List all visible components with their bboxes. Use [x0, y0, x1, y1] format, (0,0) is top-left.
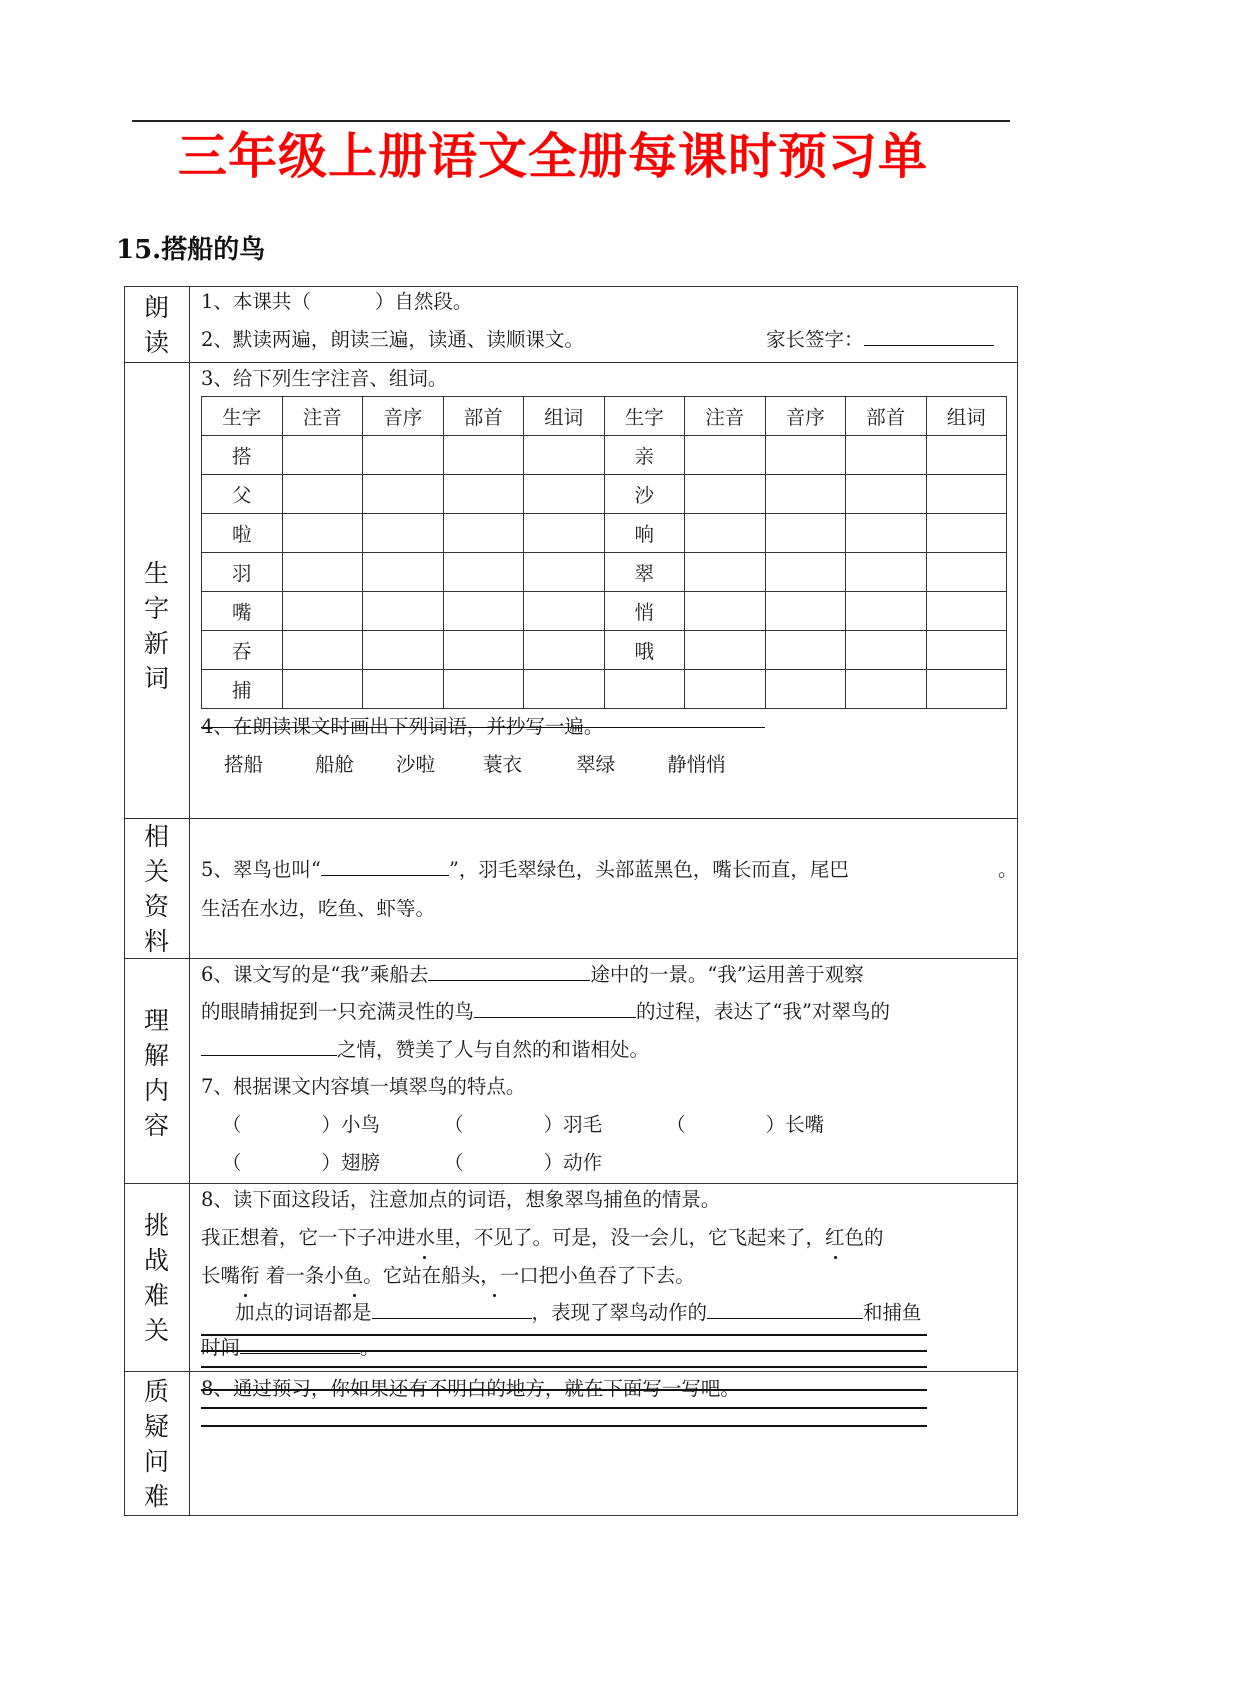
character-cell: 羽: [202, 553, 283, 592]
answer-cell[interactable]: [765, 514, 846, 553]
vocab-list: [224, 752, 726, 778]
writing-line[interactable]: [201, 1425, 927, 1427]
section-label-reading: [124, 288, 189, 362]
answer-time-label: 时间: [201, 1336, 241, 1359]
column-header: 部首: [443, 397, 524, 436]
paren: ）: [321, 1151, 342, 1174]
label-char: 内: [143, 1075, 169, 1105]
vocab-word: 翠绿: [576, 753, 616, 776]
q6-part-d: 的过程，表达了“我”对翠鸟的: [636, 1000, 890, 1023]
emphasis-dot: [423, 1256, 426, 1259]
character-cell[interactable]: [604, 670, 685, 709]
answer-cell[interactable]: [765, 670, 846, 709]
column-header: 组词: [524, 397, 605, 436]
q6-part-a: 6、课文写的是“我”乘船去: [201, 963, 429, 986]
answer-cell[interactable]: [765, 436, 846, 475]
row-divider: [124, 818, 1018, 819]
question-6-line2: [201, 999, 890, 1025]
character-cell: 吞: [202, 631, 283, 670]
answer-prefix: 加点的词语都是: [235, 1301, 372, 1324]
label-char: 解: [143, 1040, 169, 1070]
vocab-word: 沙啦: [396, 753, 436, 776]
q6-part-b: 途中的一景。“我”运用善于观察: [590, 963, 864, 986]
paren: （: [444, 1113, 464, 1136]
section-label-challenge: [124, 1205, 189, 1350]
answer-cell[interactable]: [443, 631, 524, 670]
vocab-word: 蓑衣: [483, 753, 523, 776]
label-char: 难: [143, 1280, 169, 1310]
label-char: 读: [143, 328, 169, 357]
column-header: 注音: [685, 397, 766, 436]
answer-cell[interactable]: [846, 631, 927, 670]
answer-cell[interactable]: [282, 553, 363, 592]
answer-middle: ，表现了翠鸟动作的: [531, 1301, 708, 1324]
section-label-understanding: [124, 1000, 189, 1145]
table-row: [202, 592, 1007, 631]
answer-cell[interactable]: [524, 631, 605, 670]
answer-end: 。: [360, 1336, 380, 1359]
q6-part-c: 的眼睛捕捉到一只充满灵性的鸟: [201, 1000, 475, 1023]
feature-word: 羽毛: [563, 1113, 603, 1136]
question-4: 4、在朗读课文时画出下列词语，并抄写一遍。: [201, 715, 604, 738]
answer-cell[interactable]: [926, 592, 1007, 631]
q5-end: 。: [998, 858, 1018, 881]
answer-cell[interactable]: [282, 514, 363, 553]
answer-cell[interactable]: [282, 475, 363, 514]
row-divider: [124, 362, 1018, 363]
label-char: 生: [143, 559, 169, 588]
character-table: [201, 396, 1007, 709]
label-char: 质: [143, 1377, 169, 1406]
answer-cell[interactable]: [443, 592, 524, 631]
question-5: [201, 857, 849, 883]
answer-cell[interactable]: [363, 475, 444, 514]
action-blank[interactable]: [707, 1300, 863, 1319]
section-label-questions: [124, 1372, 189, 1516]
signature-label: 家长签字：: [766, 328, 864, 351]
question-1: [201, 289, 472, 315]
answer-cell[interactable]: [685, 436, 766, 475]
row-divider: [124, 1183, 1018, 1184]
emphasis-dot: [834, 1256, 837, 1259]
answer-cell[interactable]: [443, 670, 524, 709]
column-header: 组词: [926, 397, 1007, 436]
destination-blank[interactable]: [428, 962, 590, 981]
answer-line-2: [201, 1335, 380, 1361]
row-divider: [124, 958, 1018, 959]
features-row-2: [222, 1150, 602, 1176]
label-char: 料: [143, 927, 169, 956]
emphasis-dot: [244, 1294, 247, 1297]
answer-cell[interactable]: [524, 514, 605, 553]
column-header: 音序: [765, 397, 846, 436]
signature-blank[interactable]: [864, 327, 994, 346]
table-header-row: [202, 397, 1007, 436]
feature-word: 长嘴: [785, 1113, 825, 1136]
character-cell: 亲: [604, 436, 685, 475]
vocab-word: 静悄悄: [667, 753, 726, 776]
feature-word: 翅膀: [341, 1151, 381, 1174]
emphasis-dot: [493, 1294, 496, 1297]
table-row: [202, 670, 1007, 709]
question-9: 8、通过预习，你如果还有不明白的地方，就在下面写一写吧。: [201, 1377, 740, 1400]
writing-line: [201, 1366, 927, 1368]
answer-cell[interactable]: [524, 475, 605, 514]
process-blank[interactable]: [474, 999, 636, 1018]
label-char: 挑: [143, 1210, 169, 1240]
label-char: 难: [143, 1482, 169, 1511]
question-5-line2: 生活在水边，吃鱼、虾等。: [201, 897, 436, 920]
character-cell: 父: [202, 475, 283, 514]
label-char: 关: [143, 857, 169, 886]
table-row: [202, 475, 1007, 514]
label-char: 理: [143, 1005, 169, 1035]
answer-cell[interactable]: [524, 436, 605, 475]
column-header: 生字: [202, 397, 283, 436]
table-row: [202, 436, 1007, 475]
section-label-new-words: [124, 520, 189, 732]
answer-suffix: 和捕鱼: [863, 1301, 922, 1324]
answer-cell[interactable]: [363, 436, 444, 475]
column-header: 生字: [604, 397, 685, 436]
paren: （: [222, 1151, 242, 1174]
feature-word: 动作: [563, 1151, 603, 1174]
answer-cell[interactable]: [524, 592, 605, 631]
paren: ）: [543, 1113, 564, 1136]
page-title: 三年级上册语文全册每课时预习单: [178, 127, 929, 185]
paren: （: [444, 1151, 464, 1174]
label-char: 相: [143, 822, 169, 851]
features-row-1: [222, 1112, 824, 1138]
writing-line: [201, 1350, 927, 1352]
answer-cell[interactable]: [363, 592, 444, 631]
answer-cell[interactable]: [443, 436, 524, 475]
answer-cell[interactable]: [765, 631, 846, 670]
character-cell: 搭: [202, 436, 283, 475]
answer-cell[interactable]: [363, 553, 444, 592]
paren: （: [666, 1113, 686, 1136]
label-char: 词: [143, 664, 169, 693]
column-header: 音序: [363, 397, 444, 436]
answer-cell[interactable]: [846, 475, 927, 514]
writing-line[interactable]: [201, 1407, 927, 1409]
answer-cell[interactable]: [685, 475, 766, 514]
label-char: 新: [143, 629, 169, 658]
answer-cell[interactable]: [363, 631, 444, 670]
label-char: 关: [143, 1315, 169, 1345]
kingfisher-alias-blank[interactable]: [321, 857, 449, 876]
answer-cell[interactable]: [846, 553, 927, 592]
vocab-word: 搭船: [224, 753, 264, 776]
label-char: 资: [143, 892, 169, 921]
emphasis-dot: [353, 1294, 356, 1297]
answer-cell[interactable]: [524, 553, 605, 592]
character-cell: 捕: [202, 670, 283, 709]
character-cell: 响: [604, 514, 685, 553]
answer-cell[interactable]: [926, 670, 1007, 709]
answer-cell[interactable]: [926, 475, 1007, 514]
character-cell: 哦: [604, 631, 685, 670]
label-char: 容: [143, 1110, 169, 1140]
table-row: [202, 553, 1007, 592]
paren: ）: [765, 1113, 786, 1136]
character-cell: 啦: [202, 514, 283, 553]
paren: ）: [321, 1113, 342, 1136]
answer-cell[interactable]: [765, 592, 846, 631]
lesson-title: 15.搭船的鸟: [116, 235, 266, 265]
q5-prefix: 5、翠鸟也叫“: [201, 858, 321, 881]
label-column-divider: [189, 286, 190, 1516]
label-char: 问: [143, 1447, 169, 1476]
answer-cell[interactable]: [685, 670, 766, 709]
q1-prefix: 1、本课共（: [201, 290, 311, 313]
label-char: 朗: [143, 293, 169, 322]
answer-cell[interactable]: [926, 514, 1007, 553]
q6-part-e: 之情，赞美了人与自然的和谐相处。: [337, 1038, 650, 1061]
column-header: 注音: [282, 397, 363, 436]
passage-line-2: 长嘴衔 着一条小鱼。它站在船头，一口把小鱼吞了下去。: [201, 1264, 695, 1287]
section-label-related: [124, 820, 189, 958]
answer-cell[interactable]: [443, 514, 524, 553]
answer-cell[interactable]: [443, 475, 524, 514]
answer-cell[interactable]: [524, 670, 605, 709]
dotted-words-blank[interactable]: [372, 1300, 532, 1319]
answer-cell[interactable]: [282, 631, 363, 670]
question-6-line3: [201, 1037, 649, 1063]
answer-cell[interactable]: [282, 670, 363, 709]
character-cell: 沙: [604, 475, 685, 514]
vocab-word: 船舱: [315, 753, 355, 776]
feeling-blank[interactable]: [201, 1037, 337, 1056]
answer-cell[interactable]: [685, 592, 766, 631]
answer-cell[interactable]: [926, 631, 1007, 670]
answer-cell[interactable]: [363, 670, 444, 709]
answer-cell[interactable]: [685, 514, 766, 553]
answer-cell[interactable]: [443, 553, 524, 592]
label-char: 战: [143, 1245, 169, 1275]
answer-cell[interactable]: [846, 436, 927, 475]
answer-cell[interactable]: [926, 436, 1007, 475]
q1-suffix: ）自然段。: [374, 290, 473, 313]
answer-cell[interactable]: [765, 475, 846, 514]
paren: （: [222, 1113, 242, 1136]
answer-cell[interactable]: [363, 514, 444, 553]
writing-line[interactable]: [201, 1389, 927, 1391]
question-6-line1: [201, 962, 864, 988]
question-2: 2、默读两遍，朗读三遍，读通、读顺课文。: [201, 328, 584, 351]
table-row: [202, 514, 1007, 553]
label-char: 字: [143, 594, 169, 623]
answer-cell[interactable]: [765, 553, 846, 592]
paren: ）: [543, 1151, 564, 1174]
answer-cell[interactable]: [685, 553, 766, 592]
answer-cell[interactable]: [282, 592, 363, 631]
column-header: 部首: [846, 397, 927, 436]
answer-cell[interactable]: [846, 514, 927, 553]
parent-signature: [766, 327, 994, 353]
answer-cell[interactable]: [846, 670, 927, 709]
label-char: 疑: [143, 1412, 169, 1441]
q5-middle: ”，羽毛翠绿色，头部蓝黑色，嘴长而直，尾巴: [448, 858, 849, 881]
answer-cell[interactable]: [846, 592, 927, 631]
answer-cell[interactable]: [282, 436, 363, 475]
question-8: 8、读下面这段话，注意加点的词语，想象翠鸟捕鱼的情景。: [201, 1188, 721, 1211]
answer-line-1: [235, 1300, 922, 1326]
top-rule: [132, 120, 1010, 122]
answer-cell[interactable]: [685, 631, 766, 670]
question-3: 3、给下列生字注音、组词。: [201, 367, 448, 390]
answer-cell[interactable]: [926, 553, 1007, 592]
character-cell: 翠: [604, 553, 685, 592]
strike-line: [201, 727, 765, 728]
character-cell: 悄: [604, 592, 685, 631]
character-cell: 嘴: [202, 592, 283, 631]
table-row: [202, 631, 1007, 670]
question-7: 7、根据课文内容填一填翠鸟的特点。: [201, 1075, 526, 1098]
feature-word: 小鸟: [341, 1113, 381, 1136]
row-divider: [124, 1371, 1018, 1372]
passage-line-1: 我正想着，它一下子冲进水里，不见了。可是，没一会儿，它飞起来了，红色的: [201, 1226, 884, 1249]
